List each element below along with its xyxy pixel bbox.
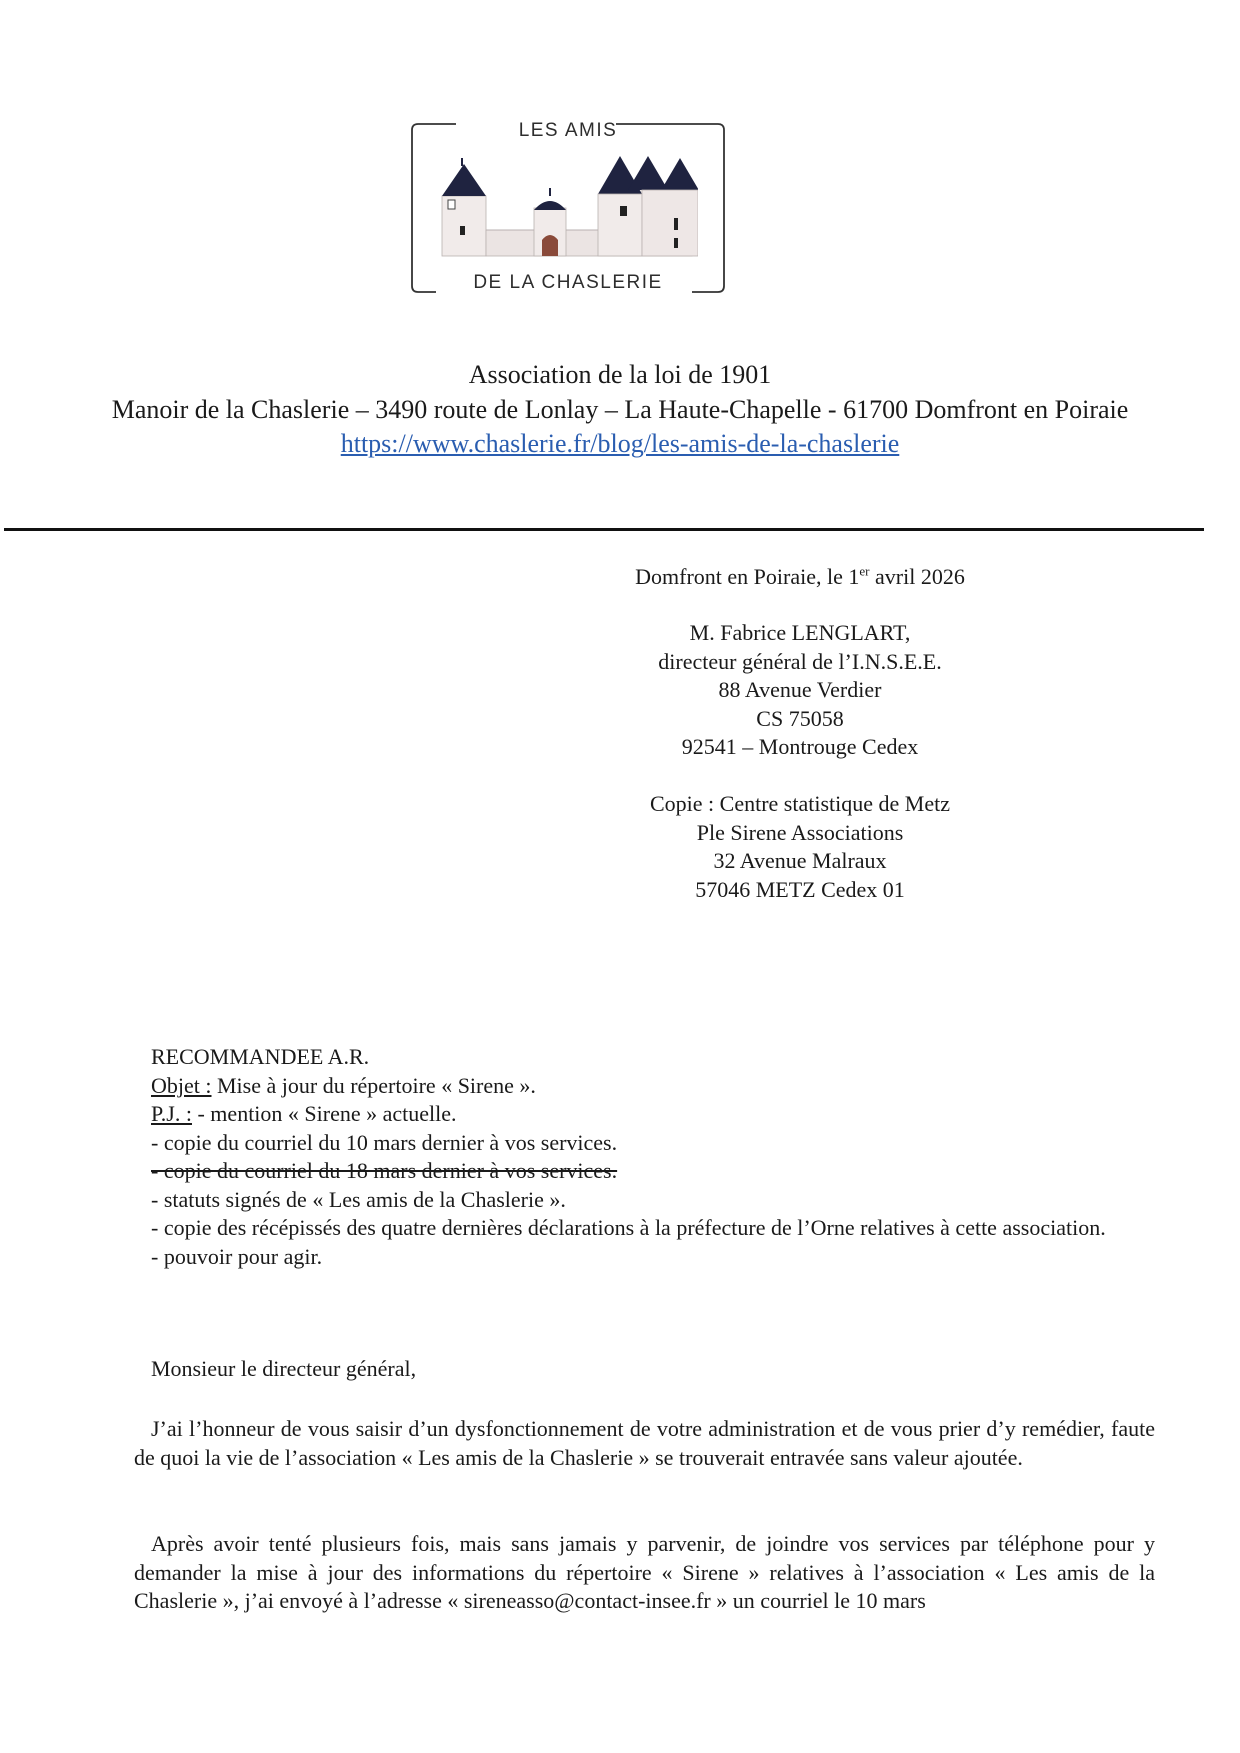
- recommandee-line: RECOMMANDEE A.R.: [151, 1044, 370, 1069]
- paragraph-1: J’ai l’honneur de vous saisir d’un dysfonctionnement de votre administration et de vous prier d’y remédier, faute de quoi la vie de l’association « Les amis de la Chaslerie » se trouverait entravée sans valeur ajoutée.: [134, 1416, 1155, 1470]
- recipient-address: [560, 619, 1040, 762]
- website-link[interactable]: https://www.chaslerie.fr/blog/les-amis-de-la-chaslerie: [340, 429, 900, 458]
- manor-illustration: [438, 148, 698, 268]
- pj-item: - pouvoir pour agir.: [151, 1243, 323, 1269]
- pj-item: - copie du courriel du 10 mars dernier à vos services.: [151, 1129, 618, 1155]
- date-suffix: avril 2026: [869, 564, 965, 589]
- header-divider: [4, 528, 1204, 531]
- objet-line: [151, 1072, 1171, 1101]
- recipient-line: directeur général de l’I.N.S.E.E.: [658, 648, 942, 674]
- pj-item-struck: - copie du courriel du 18 mars dernier à vos services.: [151, 1158, 618, 1183]
- logo-top-text: LES AMIS: [518, 120, 618, 141]
- copy-line: Ple Sirene Associations: [696, 819, 904, 845]
- objet-text: Mise à jour du répertoire « Sirene ».: [211, 1072, 536, 1098]
- pj-label: P.J. :: [151, 1101, 192, 1126]
- date-prefix: Domfront en Poiraie, le 1: [635, 564, 860, 589]
- association-logo: [408, 118, 728, 298]
- copy-address: [560, 790, 1040, 904]
- letter-references: [151, 1043, 1171, 1271]
- recipient-line: 92541 – Montrouge Cedex: [681, 734, 919, 759]
- date-ordinal: er: [859, 563, 870, 579]
- pj-first-item: - mention « Sirene » actuelle.: [191, 1101, 457, 1126]
- association-address: Manoir de la Chaslerie – 3490 route de Lonlay – La Haute-Chapelle - 61700 Domfront en Poiraie: [111, 395, 1129, 424]
- logo-bottom-text: DE LA CHASLERIE: [473, 272, 663, 293]
- pj-item: - copie des récépissés des quatre dernières déclarations à la préfecture de l’Orne relatives à cette association.: [151, 1215, 1106, 1240]
- pj-item: - statuts signés de « Les amis de la Chaslerie ».: [151, 1186, 566, 1212]
- salutation: Monsieur le directeur général,: [151, 1356, 417, 1381]
- letter-date: [560, 563, 1040, 592]
- paragraph-2: Après avoir tenté plusieurs fois, mais sans jamais y parvenir, de joindre vos services par téléphone pour y demander la mise à jour des informations du répertoire « Sirene » relatives à l’association « Les amis de la Chaslerie », j’ai envoyé à l’adresse « sireneasso@contact-insee.fr » un courriel le 10 mars: [134, 1531, 1155, 1613]
- pj-line: [151, 1100, 1171, 1129]
- objet-label: Objet :: [151, 1072, 212, 1098]
- recipient-line: M. Fabrice LENGLART,: [689, 620, 911, 645]
- copy-line: Copie : Centre statistique de Metz: [650, 791, 950, 816]
- website-line: [0, 429, 1240, 459]
- copy-line: 32 Avenue Malraux: [713, 848, 887, 873]
- copy-line: 57046 METZ Cedex 01: [695, 876, 905, 902]
- recipient-line: CS 75058: [756, 705, 844, 731]
- association-type: Association de la loi de 1901: [468, 360, 772, 389]
- recipient-line: 88 Avenue Verdier: [718, 677, 882, 702]
